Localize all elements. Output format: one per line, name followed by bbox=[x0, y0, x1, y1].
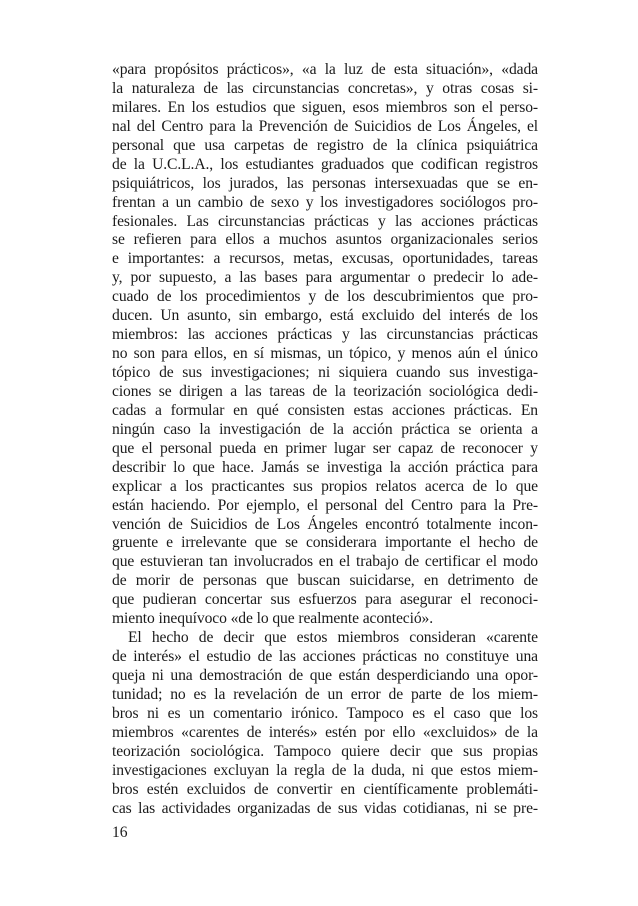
paragraph-1 bbox=[112, 61, 538, 629]
text-line: cuado de los procedimientos y de los descubrimientos que pro- bbox=[112, 288, 538, 306]
text-line: están haciendo. Por ejemplo, el personal del Centro para la Pre- bbox=[112, 496, 538, 514]
text-line: El hecho de decir que estos miembros consideran «carente bbox=[128, 629, 538, 647]
text-line: personal que usa carpetas de registro de la clínica psiquiátrica bbox=[112, 136, 538, 154]
text-line: de la U.C.L.A., los estudiantes graduados que codifican registros bbox=[112, 155, 538, 173]
text-line: «para propósitos prácticos», «a la luz de esta situación», «dada bbox=[112, 61, 538, 78]
text-line: teorización sociológica. Tampoco quiere decir que sus propias bbox=[112, 742, 538, 760]
body-text bbox=[112, 61, 538, 819]
text-line: que estuvieran tan involucrados en el trabajo de certificar el modo bbox=[112, 553, 538, 571]
text-line: e importantes: a recursos, metas, excusas, oportunidades, tareas bbox=[112, 250, 538, 268]
text-line: tunidad; no es la revelación de un error de parte de los miem- bbox=[112, 685, 538, 703]
text-line: psiquiátricos, los jurados, las personas intersexuadas que se en- bbox=[112, 174, 538, 192]
text-line: explicar a los practicantes sus propios relatos acerca de lo que bbox=[112, 477, 538, 495]
text-line: se refieren para ellos a muchos asuntos organizacionales serios bbox=[112, 231, 538, 249]
text-line: tópico de sus investigaciones; ni siquiera cuando sus investiga- bbox=[112, 364, 538, 381]
text-line: gruente e irrelevante que se considerara importante el hecho de bbox=[112, 534, 538, 552]
text-line: de interés» el estudio de las acciones prácticas no constituye una bbox=[112, 648, 538, 666]
text-line: fesionales. Las circunstancias prácticas y las acciones prácticas bbox=[112, 212, 538, 230]
text-line: queja ni una demostración de que están desperdiciando una opor- bbox=[112, 667, 538, 684]
text-line: nal del Centro para la Prevención de Suicidios de Los Ángeles, el bbox=[112, 117, 538, 135]
text-line: bros ni es un comentario irónico. Tampoco es el caso que los bbox=[112, 704, 538, 722]
text-line: vención de Suicidios de Los Ángeles encontró totalmente incon- bbox=[112, 515, 538, 533]
text-line: no son para ellos, en sí mismas, un tópico, y menos aún el único bbox=[112, 345, 538, 363]
text-line: la naturaleza de las circunstancias concretas», y otras cosas si- bbox=[112, 79, 538, 97]
text-line: ningún caso la investigación de la acción práctica se orienta a bbox=[112, 420, 538, 438]
text-line: miembros «carentes de interés» estén por ello «excluidos» de la bbox=[112, 723, 538, 741]
text-line: y, por supuesto, a las bases para argumentar o predecir lo ade- bbox=[112, 269, 538, 287]
text-line: milares. En los estudios que siguen, esos miembros son el perso- bbox=[112, 98, 538, 116]
text-line: de morir de personas que buscan suicidarse, en detrimento de bbox=[112, 572, 538, 590]
text-line: que el personal pueda en primer lugar ser capaz de reconocer y bbox=[112, 439, 538, 457]
text-line: bros estén excluidos de convertir en científicamente problemáti- bbox=[112, 780, 538, 798]
text-line: frentan a un cambio de sexo y los investigadores sociólogos pro- bbox=[112, 193, 538, 211]
text-line: cadas a formular en qué consisten estas acciones prácticas. En bbox=[112, 401, 538, 419]
text-line: ducen. Un asunto, sin embargo, está excluido del interés de los bbox=[112, 307, 538, 325]
text-line: miembros: las acciones prácticas y las circunstancias prácticas bbox=[112, 326, 538, 344]
text-line: investigaciones excluyan la regla de la duda, ni que estos miem- bbox=[112, 761, 538, 779]
text-line: que pudieran concertar sus esfuerzos para asegurar el reconoci- bbox=[112, 591, 538, 609]
text-line: cas las actividades organizadas de sus vidas cotidianas, ni se pre- bbox=[112, 799, 538, 817]
paragraph-2 bbox=[112, 629, 538, 818]
text-line: describir lo que hace. Jamás se investiga la acción práctica para bbox=[112, 458, 538, 476]
text-line: miento inequívoco «de lo que realmente aconteció». bbox=[112, 610, 434, 628]
text-line: ciones se dirigen a las tareas de la teorización sociológica dedi- bbox=[112, 382, 538, 400]
page-number: 16 bbox=[112, 824, 128, 841]
